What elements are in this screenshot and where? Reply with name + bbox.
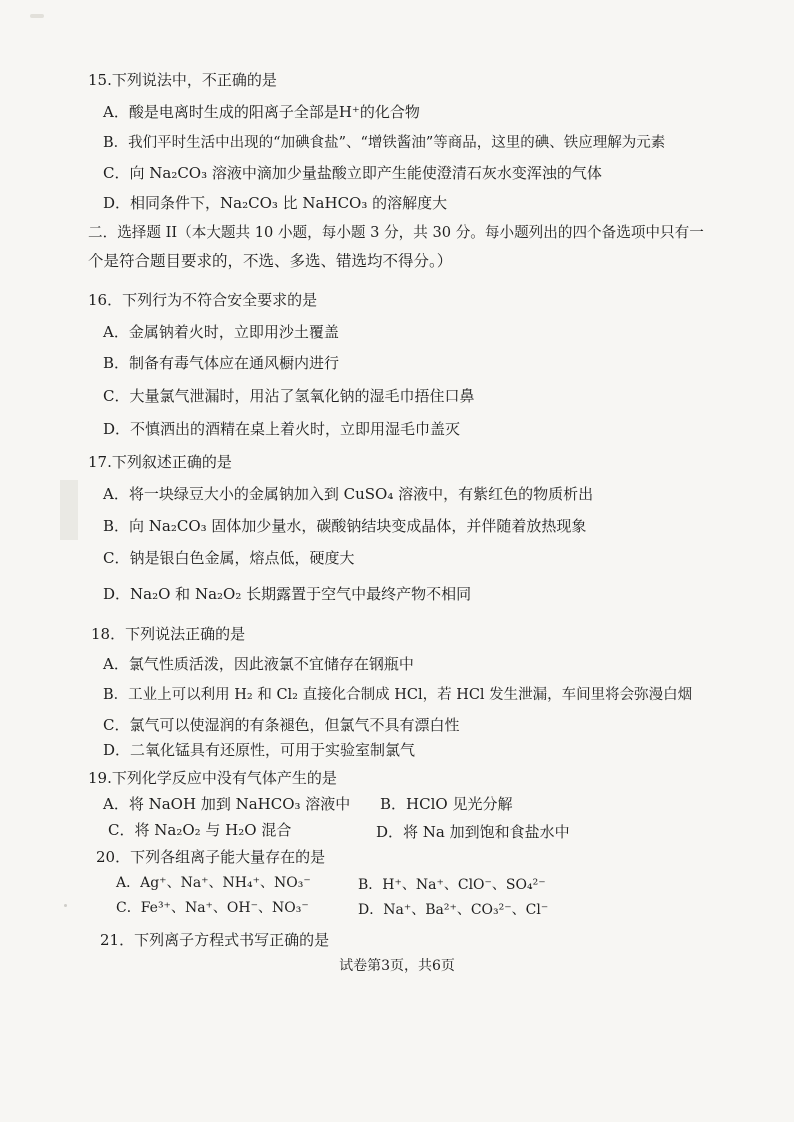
q20-stem: 20．下列各组离子能大量存在的是 xyxy=(96,848,326,866)
q18-stem: 18．下列说法正确的是 xyxy=(91,625,246,643)
q19-option-b: B．HClO 见光分解 xyxy=(380,795,513,813)
q20-option-c: C．Fe³⁺、Na⁺、OH⁻、NO₃⁻ xyxy=(116,900,309,916)
q17-option-b: B．向 Na₂CO₃ 固体加少量水，碳酸钠结块变成晶体，并伴随着放热现象 xyxy=(103,517,587,535)
q16-option-a: A．金属钠着火时，立即用沙土覆盖 xyxy=(103,323,339,341)
q15-option-c: C．向 Na₂CO₃ 溶液中滴加少量盐酸立即产生能使澄清石灰水变浑浊的气体 xyxy=(103,164,602,182)
q20-option-d: D．Na⁺、Ba²⁺、CO₃²⁻、Cl⁻ xyxy=(358,902,549,918)
q20-option-b: B．H⁺、Na⁺、ClO⁻、SO₄²⁻ xyxy=(358,877,546,893)
section2-instructions-line1: 二．选择题 II（本大题共 10 小题，每小题 3 分，共 30 分。每小题列出的四个备选项中只有一 xyxy=(88,224,704,241)
q18-option-d: D．二氧化锰具有还原性，可用于实验室制氯气 xyxy=(103,741,416,759)
q15-option-b: B．我们平时生活中出现的“加碘食盐”、“增铁酱油”等商品，这里的碘、铁应理解为元素 xyxy=(103,135,666,151)
q19-stem: 19.下列化学反应中没有气体产生的是 xyxy=(88,769,337,787)
q15-stem: 15.下列说法中，不正确的是 xyxy=(88,71,277,89)
q19-option-d: D．将 Na 加到饱和食盐水中 xyxy=(376,823,570,841)
scan-shadow xyxy=(60,480,78,540)
q20-option-a: A．Ag⁺、Na⁺、NH₄⁺、NO₃⁻ xyxy=(116,875,311,891)
section2-instructions-line2: 个是符合题目要求的，不选、多选、错选均不得分。） xyxy=(88,252,453,270)
scan-speck xyxy=(64,904,67,907)
q18-option-b: B．工业上可以利用 H₂ 和 Cl₂ 直接化合制成 HCl，若 HCl 发生泄漏，车间里将会弥漫白烟 xyxy=(103,687,693,703)
q16-option-d: D．不慎洒出的酒精在桌上着火时，立即用湿毛巾盖灭 xyxy=(103,420,461,438)
q17-option-c: C．钠是银白色金属，熔点低，硬度大 xyxy=(103,549,355,567)
page-footer: 试卷第3页，共6页 xyxy=(339,958,455,974)
q15-option-a: A．酸是电离时生成的阳离子全部是H⁺的化合物 xyxy=(103,103,420,121)
q17-option-a: A．将一块绿豆大小的金属钠加入到 CuSO₄ 溶液中，有紫红色的物质析出 xyxy=(103,485,594,503)
q15-option-d: D．相同条件下，Na₂CO₃ 比 NaHCO₃ 的溶解度大 xyxy=(103,194,448,212)
q21-stem: 21．下列离子方程式书写正确的是 xyxy=(100,931,330,949)
q16-stem: 16．下列行为不符合安全要求的是 xyxy=(88,291,318,309)
q19-option-a: A．将 NaOH 加到 NaHCO₃ 溶液中 xyxy=(103,795,351,813)
scan-speck xyxy=(30,14,44,18)
q16-option-b: B．制备有毒气体应在通风橱内进行 xyxy=(103,354,340,372)
q17-stem: 17.下列叙述正确的是 xyxy=(88,453,232,471)
q19-option-c: C．将 Na₂O₂ 与 H₂O 混合 xyxy=(108,821,292,839)
q18-option-c: C．氯气可以使湿润的有条褪色，但氯气不具有漂白性 xyxy=(103,716,460,734)
q16-option-c: C．大量氯气泄漏时，用沾了氢氧化钠的湿毛巾捂住口鼻 xyxy=(103,387,475,405)
q17-option-d: D．Na₂O 和 Na₂O₂ 长期露置于空气中最终产物不相同 xyxy=(103,585,472,603)
q18-option-a: A．氯气性质活泼，因此液氯不宜储存在钢瓶中 xyxy=(103,655,414,673)
